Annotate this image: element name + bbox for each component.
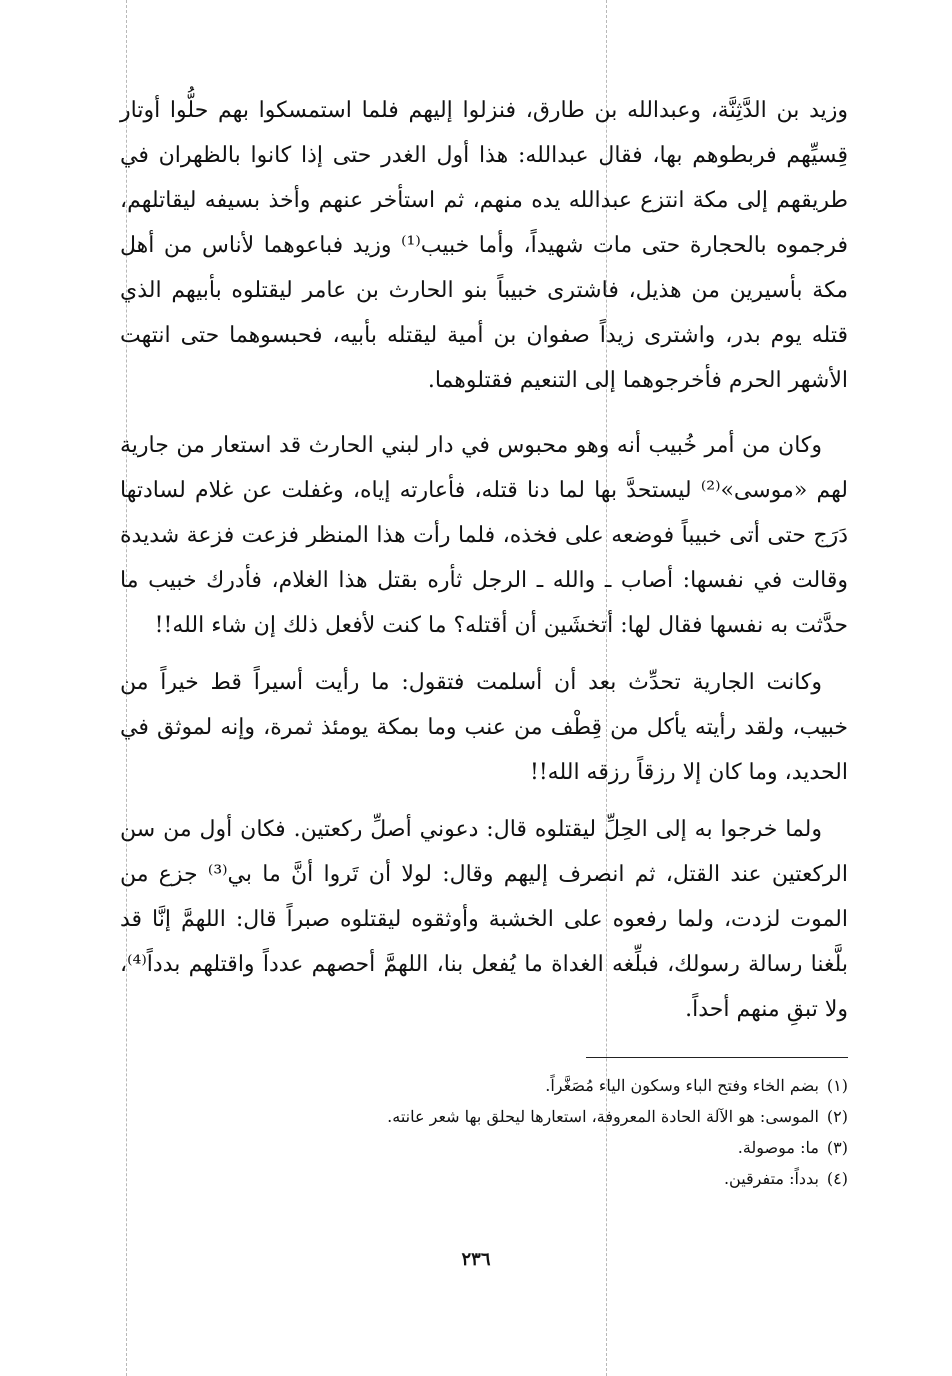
footnote-2 <box>120 1101 848 1132</box>
footnote-number: (٢) <box>826 1107 848 1126</box>
page-body <box>120 88 848 1044</box>
footnote-divider <box>586 1057 848 1058</box>
paragraph-3: وكانت الجارية تحدِّث بعد أن أسلمت فتقول: ما رأيت أسيراً قط خيراً من خبيب، ولقد رأيته يأكل من قِطْف من عنب وما بمكة يومئذ ثمرة، وإنه لموثق في الحديد، وما كان إلا رزقاً رزقه الله!! <box>120 670 848 785</box>
paragraph-4: ولما خرجوا به إلى الحِلِّ ليقتلوه قال: دعوني أصلِّ ركعتين. فكان أول من سن الركعتين عند القتل، ثم انصرف إليهم وقال: لولا أن تَروا أنَّ ما بي⁽³⁾ جزع من الموت لزدت، ولما رفعوه على الخشبة وأوثقوه ليقتلوه صبراً قال: اللهمَّ إنَّا قد بلَّغنا رسالة رسولك، فبلِّغه الغداة ما يُفعل بنا، اللهمَّ أحصهم عدداً واقتلهم بدداً⁽⁴⁾، ولا تبقِ منهم أحداً. <box>120 817 848 1022</box>
paragraph-1: وزيد بن الدَّثِنَّة، وعبدالله بن طارق، فنزلوا إليهم فلما استمسكوا بهم حلُّوا أوتار قِسيِّهم فربطوهم بها، فقال عبدالله: هذا أول الغدر حتى إذا كانوا بالظهران في طريقهم إلى مكة انتزع عبدالله يده منهم، ثم استأخر عنهم وأخذ بسيفه ليقاتلهم، فرجموه بالحجارة حتى مات شهيداً، وأما خبيب⁽¹⁾ وزيد فباعوهما لأناس من أهل مكة بأسيرين من هذيل، فاشترى خبيباً بنو الحارث بن عامر ليقتلوه بأبيهم الذي قتله يوم بدر، واشترى زيداً صفوان بن أمية ليقتله بأبيه، فحبسوهما حتى انتهت الأشهر الحرم فأخرجوهما إلى التنعيم فقتلوهما. <box>120 98 848 393</box>
footnote-text: الموسى: هو الآلة الحادة المعروفة، استعارها ليحلق بها شعر عانته. <box>387 1107 819 1126</box>
footnote-text: بدداً: متفرقين. <box>723 1169 819 1188</box>
footnote-number: (١) <box>826 1076 848 1095</box>
footnotes <box>120 1070 848 1194</box>
paragraph-2: وكان من أمر خُبيب أنه وهو محبوس في دار لبني الحارث قد استعار من جارية لهم «موسى»⁽²⁾ ليستحدَّ بها لما دنا قتله، فأعارته إياه، وغفلت عن غلام لسادتها دَرَج حتى أتى خبيباً فوضعه على فخذه، فلما رأت هذا المنظر فزعت فزعة شديدة وقالت في نفسها: أصاب ـ والله ـ الرجل ثأره بقتل هذا الغلام، فأدرك خبيب ما حدَّثت به نفسها فقال لها: أتخشَين أن أقتله؟ ما كنت لأفعل ذلك إن شاء الله!! <box>120 433 848 638</box>
footnote-text: ما: موصولة. <box>737 1138 819 1157</box>
footnote-1 <box>120 1070 848 1101</box>
footnote-3 <box>120 1132 848 1163</box>
footnote-number: (٤) <box>826 1169 848 1188</box>
page-number: ٢٣٦ <box>461 1249 491 1270</box>
footnote-4 <box>120 1163 848 1194</box>
footnote-number: (٣) <box>826 1138 848 1157</box>
footnote-text: بضم الخاء وفتح الباء وسكون الياء مُصَغَّراً. <box>545 1076 819 1095</box>
